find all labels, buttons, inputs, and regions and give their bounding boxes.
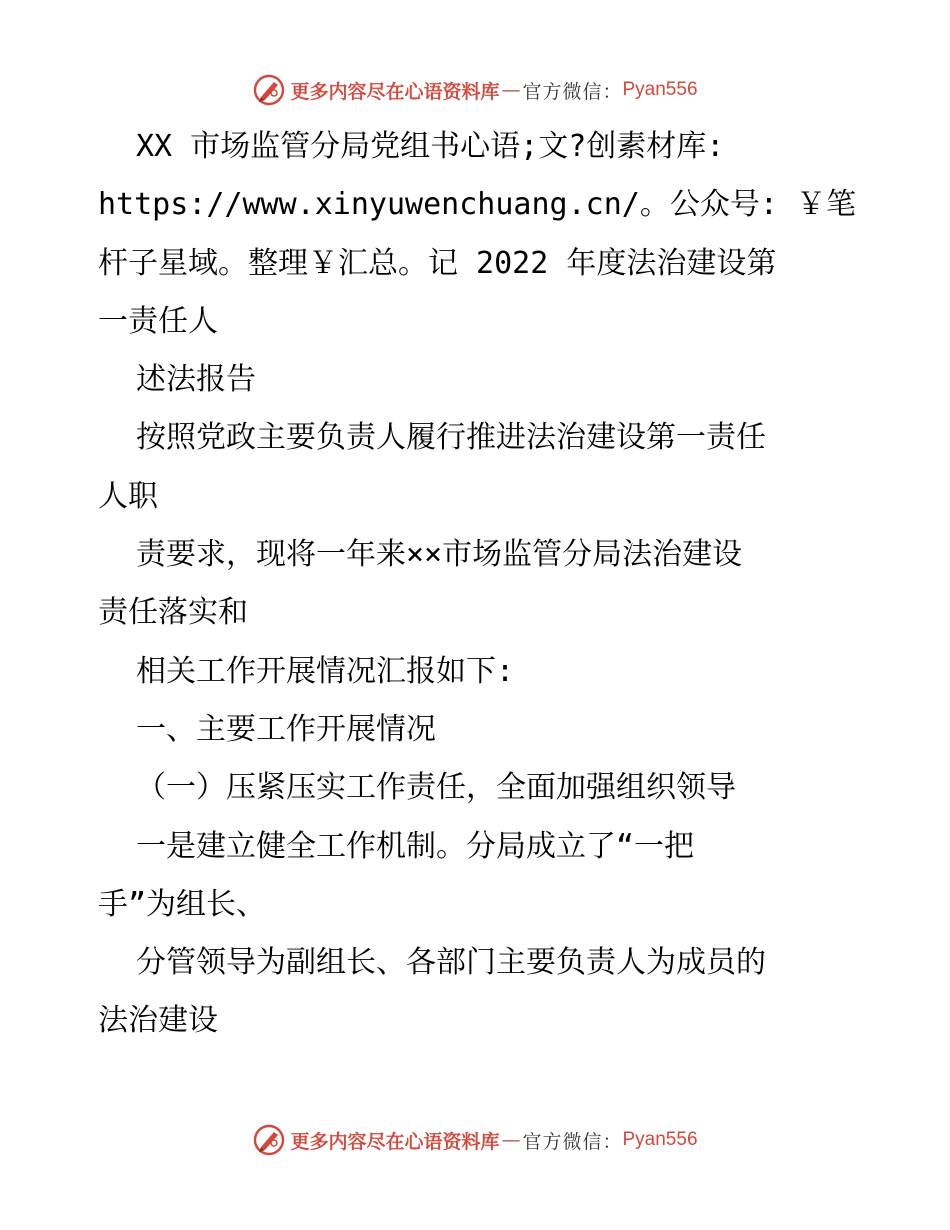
banner-wechat-label: 官方微信： <box>522 80 623 103</box>
doc-line: 法治建设 <box>98 1003 218 1039</box>
section-heading: 一、主要工作开展情况 <box>136 711 436 747</box>
pen-logo-icon <box>252 73 286 107</box>
banner-separator: — <box>501 79 521 101</box>
subsection-heading: （一）压紧压实工作责任，全面加强组织领导 <box>136 770 736 806</box>
banner-separator: — <box>501 1129 521 1151</box>
banner-main-text: 更多内容尽在心语资料库 <box>290 80 500 103</box>
doc-line: 相关工作开展情况汇报如下: <box>136 653 515 689</box>
document-body <box>98 118 858 1051</box>
doc-line: 手”为组长、 <box>98 886 267 922</box>
doc-line: 责要求，现将一年来××市场监管分局法治建设 <box>136 537 743 573</box>
doc-line: 分管领导为副组长、各部门主要负责人为成员的 <box>136 945 766 981</box>
doc-line: 按照党政主要负责人履行推进法治建设第一责任 <box>136 420 766 456</box>
banner-wechat-id: Pyan556 <box>622 79 698 100</box>
doc-line: 一是建立健全工作机制。分局成立了“一把 <box>136 828 695 864</box>
doc-line: 人职 <box>98 478 158 514</box>
banner-wechat-id: Pyan556 <box>622 1129 698 1150</box>
header-watermark-banner <box>0 70 950 110</box>
doc-line: 述法报告 <box>136 362 256 398</box>
doc-line: 责任落实和 <box>98 595 248 631</box>
doc-line: XX 市场监管分局党组书心语;文?创素材库: <box>136 129 725 164</box>
banner-main-text: 更多内容尽在心语资料库 <box>290 1130 500 1153</box>
footer-watermark-banner <box>0 1120 950 1160</box>
doc-line: https://www.xinyuwenchuang.cn/。公众号: ￥笔 <box>98 187 856 223</box>
pen-logo-icon <box>252 1123 286 1157</box>
banner-wechat-label: 官方微信： <box>522 1130 623 1153</box>
doc-line: 一责任人 <box>98 303 218 339</box>
doc-line: 杆子星域。整理￥汇总。记 2022 年度法治建设第 <box>98 245 777 281</box>
